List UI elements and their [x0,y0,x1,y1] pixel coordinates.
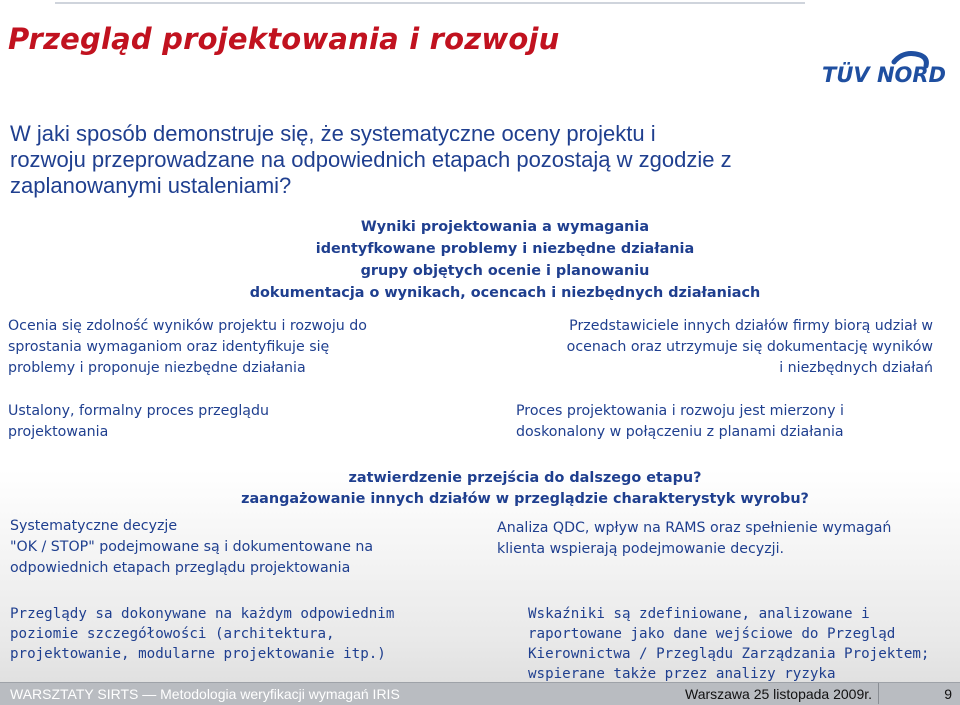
footer-date: Warszawa 25 listopada 2009r. [685,686,873,702]
text-line: Ustalony, formalny proces przeglądu [8,403,269,419]
text-line: Ocenia się zdolność wyników projektu i rozwoju do [8,318,367,334]
text-line: doskonalony w połączeniu z planami działania [516,424,844,440]
text-line: Kierownictwa / Przeglądu Zarządzania Projektem; [528,646,930,662]
process-left [8,401,269,443]
analysis-right [497,518,891,560]
topic-line: dokumentacja o wynikach, ocencach i niezbędnych działaniach [249,285,761,301]
text-line: Przeglądy sa dokonywane na każdym odpowiednim [10,606,395,622]
question-line: rozwoju przeprowadzane na odpowiednich etapach pozostają w zgodzie z [10,147,732,172]
text-line: problemy i proponuje niezbędne działania [8,360,306,376]
text-line: poziomie szczegółowości (architektura, [10,626,335,642]
svg-text:TÜV NORD: TÜV NORD [822,63,946,87]
reviews-left [10,604,394,664]
question-line: zaplanowanymi ustaleniami? [10,173,292,198]
footer-workshop-title: WARSZTATY SIRTS — Metodologia weryfikacji wymagań IRIS [10,686,400,702]
topic-line: identyfkowane problemy i niezbędne działania [315,241,695,257]
question-line: W jaki sposób demonstruje się, że systematyczne oceny projektu i [10,121,656,146]
decisions-left [10,516,373,579]
text-line: ocenach oraz utrzymuje się dokumentację wyników [566,339,933,355]
text-line: "OK / STOP" podejmowane są i dokumentowane na [10,539,374,555]
text-line: projektowanie, modularne projektowanie itp.) [10,646,386,662]
topic-line: grupy objętych ocenie i planowaniu [360,263,650,279]
page-number: 9 [944,686,952,702]
text-line: odpowiednich etapach przeglądu projektowania [10,560,351,576]
text-line: Wskaźniki są zdefiniowane, analizowane i [528,606,870,622]
question-line: zatwierdzenie przejścia do dalszego etapu? [348,470,702,486]
process-right [516,401,844,443]
topic-line: Wyniki projektowania a wymagania [360,219,650,235]
text-line: Analiza QDC, wpływ na RAMS oraz spełnienie wymagań [497,520,892,536]
text-line: i niezbędnych działań [779,360,933,376]
text-line: Systematyczne decyzje [10,518,178,534]
text-line: wspierane także przez analizy ryzyka [528,666,836,682]
page-title: Przegląd projektowania i rozwoju [8,22,560,56]
main-question [10,121,910,199]
text-line: raportowane jako dane wejściowe do Przegląd [528,626,896,642]
top-divider [55,2,805,4]
text-line: sprostania wymaganiom oraz identyfikuje się [8,339,330,355]
footer-divider [878,683,879,704]
question-line: zaangażowanie innych działów w przeglądzie charakterystyk wyrobu? [241,491,809,507]
text-line: projektowania [8,424,109,440]
assessment-right [500,316,933,379]
tuv-nord-logo [820,52,946,88]
assessment-left [8,316,367,379]
text-line: klienta wspierają podejmowanie decyzji. [497,541,785,557]
text-line: Proces projektowania i rozwoju jest mierzony i [516,403,844,419]
review-topics [200,216,810,304]
key-questions [190,468,860,510]
indicators-right [528,604,929,684]
text-line: Przedstawiciele innych działów firmy biorą udział w [569,318,933,334]
